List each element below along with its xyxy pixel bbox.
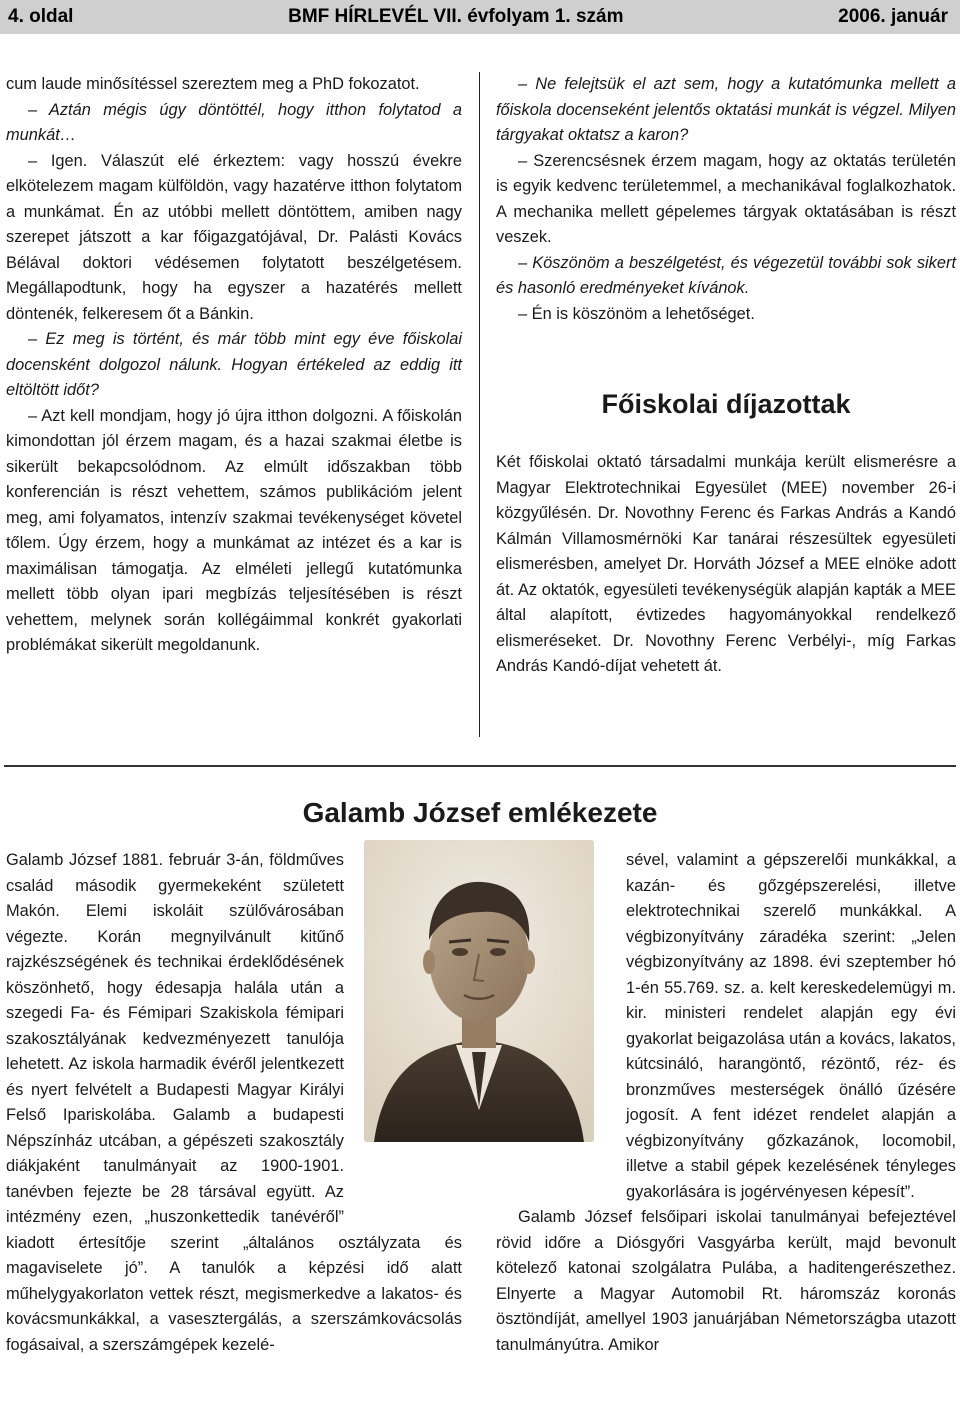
interview-right-column — [496, 72, 956, 680]
section-divider — [4, 765, 956, 767]
interview-question: – Köszönöm a beszélgetést, és végezetül további sok sikert és hasonló eredményeket kívánok. — [496, 253, 956, 297]
memorial-paragraph: sével, valamint a gépszerelői munkákkal, a kazán- és gőzgépszerelési, illetve elektrotechnikai szerelő munkákkal. A végbizonyítvány záradéka szerint: „Jelen végbizonyítvány az 1898. évi szeptember hó 1-én 55.769. sz. a. kelt kereskedelemügyi m. kir. ministeri rendelet alapján egy évi gyakorlat beigazolása után a kovács, lakatos, kútcsináló, harangöntő, rézöntő, réz- és bronzműves mesterségek önálló űzésére jogosít. A fent idézet rendelet alapján a végbizonyítvány gőzkazánok, locomobil, illetve a stabil gépek kezelésének tényleges gyakorlására is jogérvényesen képesít”. — [626, 851, 956, 1201]
portrait-photo — [364, 840, 594, 1142]
interview-left-column — [6, 72, 462, 659]
interview-answer: – Szerencsésnek érzem magam, hogy az oktatás területén is egyik kedvenc területemmel, a mechanikával foglalkozhatok. A mechanika mellett gépelemes tárgyak oktatásában is részt veszek. — [496, 151, 956, 246]
memorial-title: Galamb József emlékezete — [302, 797, 658, 828]
portrait-icon — [364, 840, 594, 1142]
interview-answer: – Azt kell mondjam, hogy jó újra itthon dolgozni. A főiskolán kimondottan jól érzem magam, és a hazai szakmai életbe is sikerült bekapcsolódnom. Az elmúlt időszakban több konferencián is részt vehettem, számos publikációm jelent meg, ami folyamatos, intenzív szakmai tevékenységet követel tőlem. Úgy érzem, hogy a munkámat az intézet és a kar is maximálisan támogatja. Az elméleti jellegű kutatómunka mellett több olyan ipari megbízás teljesítésében is részt vehettem, melynek során kollégáimmal konkrét gyakorlati problémákat sikerült megoldanunk. — [6, 406, 462, 654]
award-section-title: Főiskolai díjazottak — [601, 389, 851, 419]
interview-answer: – Igen. Válaszút elé érkeztem: vagy hosszú évekre elkötelezem magam külföldön, vagy hazatérve itthon folytatom a munkámat. Én az utóbbi mellett döntöttem, amiben nagy szerepet játszott a kar főigazgatójával, Dr. Palásti Kovács Bélával doktori védésemen folytatott beszélgetésem. Megállapodtunk, hogy ha egyszer a hazatérés mellett döntenék, felkeresem őt a Bánkin. — [6, 151, 462, 323]
interview-question: – Ne felejtsük el azt sem, hogy a kutatómunka mellett a főiskola docenseként jelentős oktatási munkát is végzel. Milyen tárgyakat oktatsz a karon? — [496, 75, 956, 144]
interview-paragraph: cum laude minősítéssel szereztem meg a PhD fokozatot. — [6, 75, 420, 93]
page-header — [0, 0, 960, 34]
memorial-paragraph: Galamb József 1881. február 3-án, földműves család második gyermekeként született Makón. Elemi iskoláit szülővárosában végezte. Korán megnyilvánult kitűnő rajzkészségének és technikai érdeklődésének köszönhető, hogy édesapja halála után a szegedi Fa- és Fémipari Szakiskola fémipari szakosztályának kedvezményezett tanulója lehetett. Az iskola harmadik évéről jelentkezett és nyert felvételt a Budapesti Magyar Királyi Felső Ipariskolába. Galamb a budapesti Népszínház utcában, a gépészeti szakosztály diákjaként tanulmányait az 1900-1901. tanévben fejezte be 28 társával együtt. Az intézmény ezen, „huszonkettedik tanévéről” kiadott értesítője szerint „általános osztályzata és magaviselete jó”. A tanulók a képzési idő alatt műhelygyakorlaton vettek részt, megismerkedve a lakatos- és kovácsmunkákkal, a vasesztergálás, a szerszámkovácsolás fogásaival, a szerszámgépek kezelé- — [6, 851, 462, 1354]
publication-title: BMF HÍRLEVÉL VII. évfolyam 1. szám — [288, 6, 624, 27]
interview-answer: – Én is köszönöm a lehetőséget. — [518, 304, 755, 323]
interview-question: – Ez meg is történt, és már több mint egy éve főiskolai docensként dolgozol nálunk. Hogyan értékeled az eddig itt eltöltött időt? — [6, 330, 462, 399]
award-paragraph: Két főiskolai oktató társadalmi munkája került elismerésre a Magyar Elektrotechnikai Egyesület (MEE) november 26-i közgyűlésén. Dr. Novothny Ferenc és Farkas András a Kandó Kálmán Villamosmérnöki Kar tanárai részesültek egyesületi elismerésben, amelyet Dr. Horváth József a MEE elnöke adott át. Az oktatók, egyesületi tevékenységük alapján kapták a MEE által alapított, évtizedes hagyományokkal rendelkező elismeréseket. Dr. Novothny Ferenc Verbélyi-, míg Farkas András Kandó-díjat vehetett át. — [496, 453, 956, 675]
column-divider — [479, 72, 480, 737]
page-number: 4. oldal — [8, 6, 74, 27]
memorial-paragraph: Galamb József felsőipari iskolai tanulmányai befejeztével rövid időre a Diósgyőri Vasgyárba került, majd bevonult kötelező katonai szolgálatra Pulába, a haditengerészethez. Elnyerte a Magyar Automobil Rt. háromszáz koronás ösztöndíját, amellyel 1903 januárjában Németországba utazott tanulmányútra. Amikor — [496, 1208, 956, 1354]
interview-question: – Aztán mégis úgy döntöttél, hogy itthon folytatod a munkát… — [6, 100, 462, 144]
issue-date: 2006. január — [838, 6, 948, 27]
